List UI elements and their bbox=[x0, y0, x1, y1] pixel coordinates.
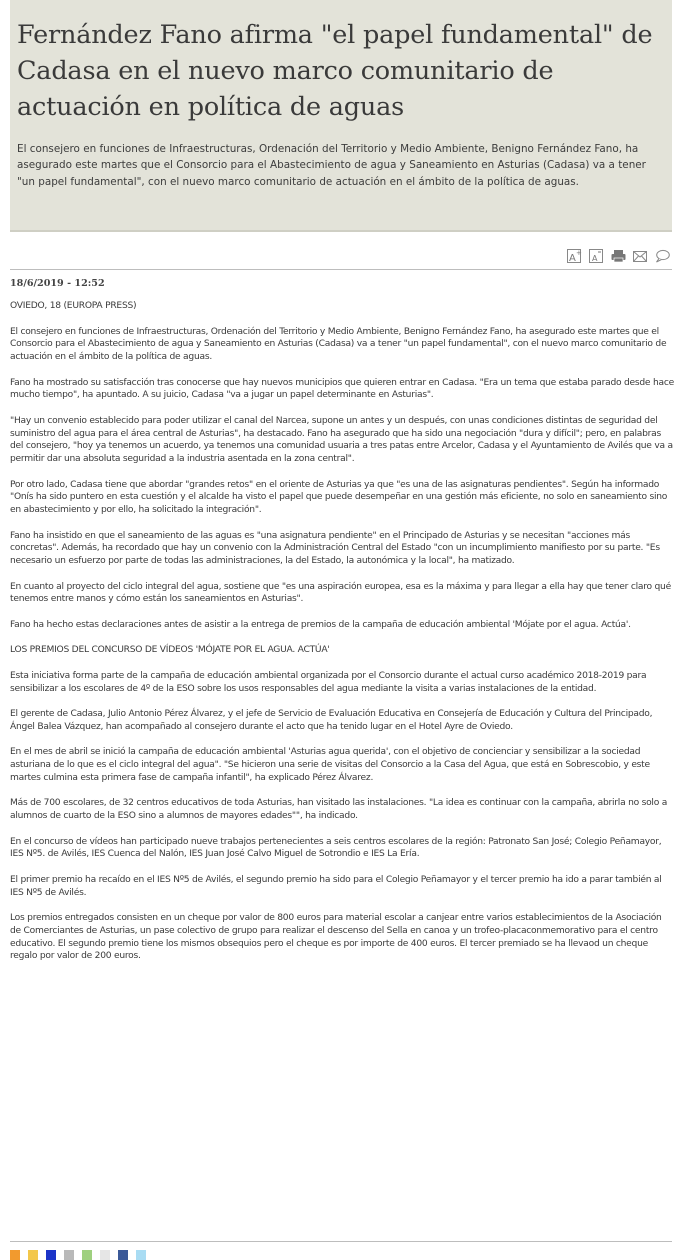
paragraph: Esta iniciativa forma parte de la campaña de educación ambiental organizada por el Consorcio durante el actual curso académico 2018-2019 para sensibilizar a los escolares de 4º de la ESO sobre los usos responsables del agua mediante la visita a varias instalaciones de la entidad. bbox=[10, 670, 647, 694]
bookmark-icon[interactable] bbox=[28, 1250, 38, 1260]
font-decrease-icon[interactable] bbox=[589, 249, 604, 263]
comment-icon[interactable] bbox=[655, 249, 670, 263]
svg-text:+: + bbox=[576, 249, 582, 257]
rss-icon[interactable] bbox=[10, 1250, 20, 1260]
paragraph: Fano ha hecho estas declaraciones antes de asistir a la entrega de premios de la campaña de educación ambiental 'Mójate por el agua. Actúa'. bbox=[10, 619, 631, 630]
bottom-divider bbox=[10, 1241, 672, 1242]
font-increase-icon[interactable] bbox=[567, 249, 582, 263]
article-lead: El consejero en funciones de Infraestructuras, Ordenación del Territorio y Medio Ambiente, Benigno Fernández Fano, ha asegurado este martes que el Consorcio para el Abastecimiento de agua y Saneamiento en Asturias (Cadasa) va a tener "un papel fundamental", con el nuevo marco comunitario de actuación en el ámbito de la política de aguas. bbox=[17, 143, 646, 188]
delicious-icon[interactable] bbox=[46, 1250, 56, 1260]
digg-icon[interactable] bbox=[64, 1250, 74, 1260]
article-title: Fernández Fano afirma "el papel fundamental" de Cadasa en el nuevo marco comunitario de actuación en política de aguas bbox=[17, 20, 653, 122]
blank-page-icon[interactable] bbox=[100, 1250, 110, 1260]
paragraph: En el concurso de vídeos han participado nueve trabajos pertenecientes a seis centros escolares de la región: Patronato San José; Colegio Peñamayor, IES Nº5. de Avilés, IES Cuenca del Nalón, IES Juan José Calvo Miguel de Sotrondio e IES La Ería. bbox=[10, 836, 662, 860]
paragraph: "Hay un convenio establecido para poder utilizar el canal del Narcea, supone un antes y un después, con unas condiciones distintas de seguridad del suministro del agua para el área central de Asturias", ha destacado. Fano ha asegurado que ha sido una negociación "dura y difícil"; pero, en palabras del consejero, "hoy ya tenemos un acuerdo, ya tenemos una comunidad usuaria a tres patas entre Arcelor, Cadasa y el Ayuntamiento de Avilés que va a permitir dar una absoluta seguridad a la industria asentada en la zona central". bbox=[10, 415, 673, 464]
share-bar bbox=[10, 1250, 146, 1260]
paragraph: Por otro lado, Cadasa tiene que abordar "grandes retos" en el oriente de Asturias ya que "es una de las asignaturas pendientes". Según ha informado "Onís ha sido puntero en esta cuestión y el alcalde ha visto el papel que puede desempeñar en una gestión más eficiente, no solo en saneamiento sino en abastecimiento y por ello, ha solicitado la integración". bbox=[10, 479, 668, 515]
publish-date: 18/6/2019 - 12:52 bbox=[10, 278, 105, 289]
article-toolbar bbox=[567, 248, 670, 264]
paragraph: Los premios entregados consisten en un cheque por valor de 800 euros para material escolar a canjear entre varios establecimientos de la Asociación de Comerciantes de Asturias, un pase colectivo de grupo para realizar el descenso del Sella en canoa y un trofeo-placaconmemorativo para el centro educativo. El segundo premio tiene los mismos obsequios pero el cheque es por importe de 400 euros. El tercer premiado se ha llevaod un cheque regalo por valor de 200 euros. bbox=[10, 913, 662, 962]
paragraph: Fano ha insistido en que el saneamiento de las aguas es "una asignatura pendiente" en el Principado de Asturias y se necesitan "acciones más concretas". Además, ha recordado que hay un convenio con la Administración Central del Estado "con un incumplimiento manifiesto por su parte. "Es necesario un esfuerzo por parte de todas las administraciones, la del Estado, la autonómica y la local", ha matizado. bbox=[10, 530, 660, 566]
facebook-icon[interactable] bbox=[118, 1250, 128, 1260]
paragraph: El consejero en funciones de Infraestructuras, Ordenación del Territorio y Medio Ambiente, Benigno Fernández Fano, ha asegurado este martes que el Consorcio para el Abastecimiento de agua y Saneamiento en Asturias (Cadasa) va a tener "un papel fundamental", con el nuevo marco comunitario de actuación en el ámbito de la política de aguas. bbox=[10, 326, 667, 362]
svg-text:A: A bbox=[592, 254, 598, 263]
svg-text:A: A bbox=[569, 253, 576, 263]
paragraph-dateline: OVIEDO, 18 (EUROPA PRESS) bbox=[10, 301, 137, 311]
section-heading: LOS PREMIOS DEL CONCURSO DE VÍDEOS 'MÓJATE POR EL AGUA. ACTÚA' bbox=[10, 645, 330, 656]
email-icon[interactable] bbox=[633, 249, 648, 263]
paragraph: Más de 700 escolares, de 32 centros educativos de toda Asturias, han visitado las instalaciones. "La idea es continuar con la campaña, abrirla no solo a alumnos de cuarto de la ESO sino a alumnos de mayores edades"", ha indicado. bbox=[10, 798, 668, 821]
article-body bbox=[10, 300, 674, 976]
twitter-icon[interactable] bbox=[136, 1250, 146, 1260]
article-header bbox=[10, 0, 672, 232]
meneame-icon[interactable] bbox=[82, 1250, 92, 1260]
paragraph: Fano ha mostrado su satisfacción tras conocerse que hay nuevos municipios que quieren entrar en Cadasa. "Era un tema que estaba parado desde hace mucho tiempo", ha apuntado. A su juicio, Cadasa "va a jugar un papel determinante en Asturias". bbox=[10, 377, 674, 401]
top-divider bbox=[10, 269, 672, 270]
paragraph: En el mes de abril se inició la campaña de educación ambiental 'Asturias agua querida', con el objetivo de concienciar y sensibilizar a la sociedad asturiana de lo que es el ciclo integral del agua". "Se hicieron una serie de visitas del Consorcio a la Casa del Agua, que está en Sobrescobio, y este martes culmina esta primera fase de campaña infantil", ha explicado Pérez Álvarez. bbox=[10, 747, 650, 783]
paragraph: El gerente de Cadasa, Julio Antonio Pérez Álvarez, y el jefe de Servicio de Evaluación Educativa en Consejería de Educación y Cultura del Principado, Ángel Balea Vázquez, han acompañado al consejero durante el acto que ha tenido lugar en el Hotel Ayre de Oviedo. bbox=[10, 709, 653, 732]
paragraph: El primer premio ha recaído en el IES Nº5 de Avilés, el segundo premio ha sido para el Colegio Peñamayor y el tercer premio ha ido a parar también al IES Nº5 de Avilés. bbox=[10, 874, 662, 898]
paragraph: En cuanto al proyecto del ciclo integral del agua, sostiene que "es una aspiración europea, esa es la máxima y para llegar a ella hay que tener claro qué tenemos entre manos y cómo están los saneamientos en Asturias". bbox=[10, 581, 671, 605]
print-icon[interactable] bbox=[611, 249, 626, 263]
